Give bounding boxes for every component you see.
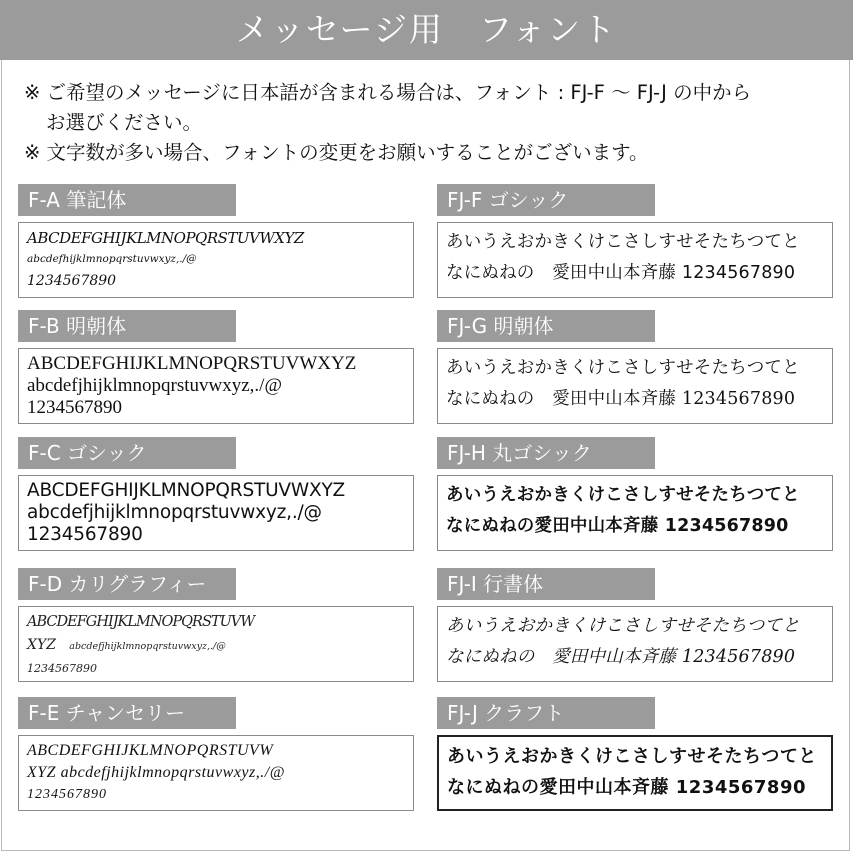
font-sample [18, 475, 414, 551]
sample-uppercase-end: XYZ [27, 637, 56, 653]
font-sample [437, 606, 833, 682]
font-label: F-D カリグラフィー [18, 568, 236, 600]
note-japanese-fonts: ※ ご希望のメッセージに日本語が含まれる場合は、フォント : FJ-F ～ FJ-J の中から [24, 81, 752, 104]
font-label: FJ-G 明朝体 [437, 310, 655, 342]
sample-mixed [27, 633, 405, 659]
sample-kana: あいうえおかきくけこさしすせそたちつてと [446, 232, 800, 252]
font-label: F-A 筆記体 [18, 184, 236, 216]
font-sample [18, 606, 414, 682]
sample-kana: あいうえおかきくけこさしすせそたちつてと [446, 485, 800, 505]
sample-digits: 1234567890 [27, 273, 117, 289]
font-sample [437, 735, 833, 811]
sample-digits: 1234567890 [27, 397, 122, 418]
sample-digits: 1234567890 [27, 787, 107, 802]
sample-digits: 1234567890 [27, 662, 97, 675]
sample-kanji-digits: なにぬねの 愛田中山本斉藤 1234567890 [446, 389, 796, 409]
sample-lowercase: abcdefjhijklmnopqrstuvwxyz,./@ [69, 641, 226, 652]
note-japanese-fonts-continued: お選びください。 [46, 111, 203, 134]
sample-kana: あいうえおかきくけこさしすせそたちつてと [447, 746, 817, 767]
sample-uppercase: ABCDEFGHIJKLMNOPQRSTUVWXYZ [27, 353, 357, 374]
sample-kanji-digits: なにぬねの愛田中山本斉藤 1234567890 [446, 516, 789, 536]
font-label: FJ-F ゴシック [437, 184, 655, 216]
font-label: F-B 明朝体 [18, 310, 236, 342]
font-sample [437, 222, 833, 298]
sample-kanji-digits: なにぬねの愛田中山本斉藤 1234567890 [447, 777, 807, 798]
sample-kana: あいうえおかきくけこさしすせそたちつてと [446, 358, 800, 378]
sample-kanji-digits: なにぬねの 愛田中山本斉藤 1234567890 [446, 263, 796, 283]
sample-uppercase: ABCDEFGHIJKLMNOPQRSTUVW [27, 742, 274, 759]
sample-digits: 1234567890 [27, 524, 143, 545]
font-sample [18, 222, 414, 298]
sample-lowercase: XYZ abcdefjhijklmnopqrstuvwxyz,./@ [27, 764, 285, 781]
notes [24, 78, 834, 168]
sample-uppercase: ABCDEFGHIJKLMNOPQRSTUVW [27, 614, 255, 630]
font-sample [437, 348, 833, 424]
font-label: FJ-J クラフト [437, 697, 655, 729]
sample-lowercase: abcdefjhijklmnopqrstuvwxyz,./@ [27, 502, 322, 523]
page-title: メッセージ用 フォント [0, 0, 853, 60]
note-character-count: ※ 文字数が多い場合、フォントの変更をお願いすることがございます。 [24, 141, 649, 164]
font-sample [18, 348, 414, 424]
sample-lowercase: abcdefjhijklmnopqrstuvwxyz,./@ [27, 375, 282, 396]
sample-uppercase: ABCDEFGHIJKLMNOPQRSTUVWXYZ [27, 229, 304, 247]
font-label: F-C ゴシック [18, 437, 236, 469]
sample-kana: あいうえおかきくけこさしすせそたちつてと [446, 616, 800, 636]
font-label: F-E チャンセリー [18, 697, 236, 729]
sample-uppercase: ABCDEFGHIJKLMNOPQRSTUVWXYZ [27, 480, 346, 501]
sample-lowercase: abcdefhijklmnopqrstuvwxyz,./@ [27, 253, 197, 265]
font-sample [18, 735, 414, 811]
font-sample [437, 475, 833, 551]
font-label: FJ-H 丸ゴシック [437, 437, 655, 469]
font-label: FJ-I 行書体 [437, 568, 655, 600]
sample-kanji-digits: なにぬねの 愛田中山本斉藤 1234567890 [446, 647, 796, 667]
